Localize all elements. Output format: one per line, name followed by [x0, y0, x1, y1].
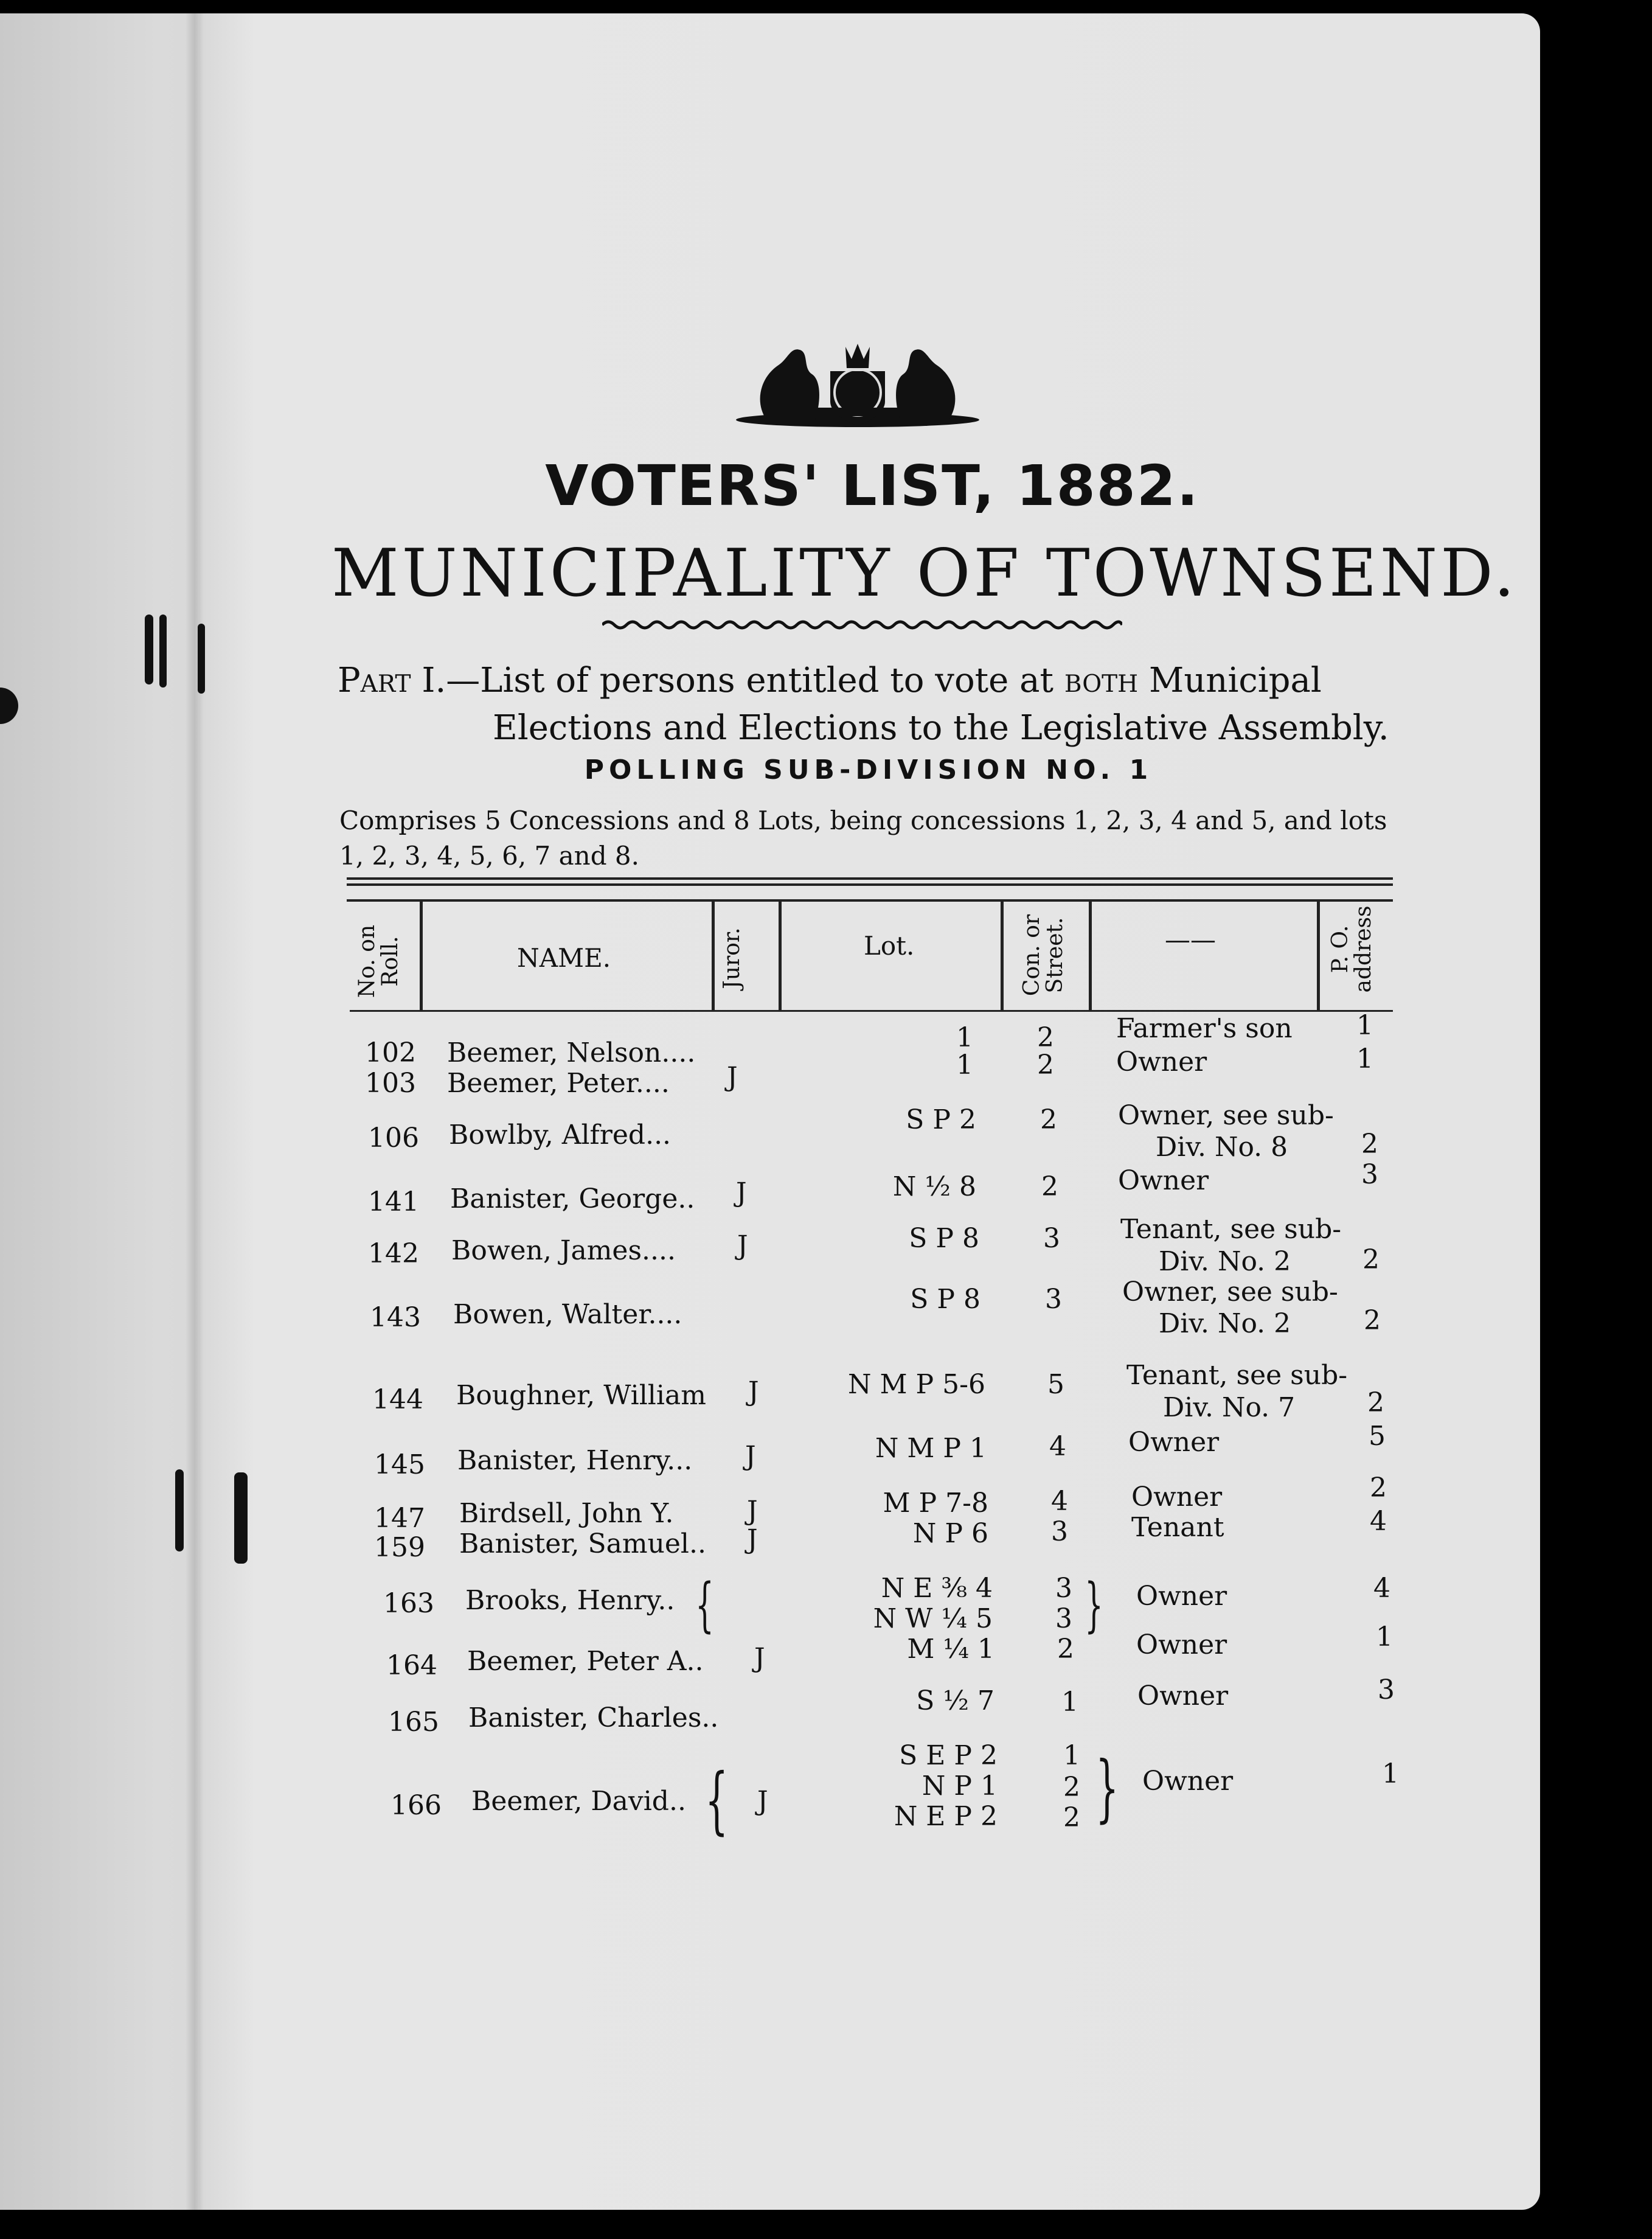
row-status: Owner: [1142, 1766, 1234, 1797]
row-name: Beemer, Peter A..: [467, 1646, 704, 1677]
row-lot: N E ⅜ 4: [881, 1573, 993, 1604]
row-lot: 1: [956, 1022, 973, 1053]
row-roll: 163: [383, 1588, 434, 1619]
row-roll: 165: [388, 1707, 439, 1738]
row-po: 2: [1370, 1472, 1387, 1503]
part-text-end: Municipal: [1149, 661, 1322, 700]
row-brace-close: }: [1095, 1746, 1119, 1831]
row-lot: N P 6: [912, 1518, 988, 1549]
row-juror: J: [754, 1643, 765, 1674]
row-status: Owner: [1136, 1581, 1227, 1612]
row-roll: 103: [365, 1068, 416, 1099]
row-con: 2: [1040, 1104, 1057, 1135]
row-po: 3: [1361, 1159, 1378, 1190]
header-status: ——: [1165, 925, 1216, 955]
row-status: Owner: [1118, 1165, 1209, 1196]
row-lot2: N P 1: [921, 1771, 998, 1802]
row-name: Bowlby, Alfred...: [449, 1120, 672, 1151]
row-status2: Div. No. 7: [1163, 1392, 1296, 1423]
header-roll: No. on Roll.: [355, 924, 403, 998]
header-lot: Lot.: [864, 931, 915, 961]
row-con2: 3: [1055, 1603, 1072, 1634]
row-juror: J: [747, 1524, 758, 1555]
margin-mark: [159, 615, 167, 688]
row-con: 2: [1037, 1022, 1054, 1053]
part-line2: Elections and Elections to the Legislative Assembly.: [493, 708, 1389, 748]
row-juror: J: [737, 1230, 748, 1261]
row-status2: Div. No. 2: [1159, 1308, 1291, 1339]
row-roll: 159: [374, 1532, 425, 1563]
row-name: Birdsell, John Y.: [459, 1498, 674, 1529]
row-name: Banister, George..: [450, 1183, 695, 1214]
row-roll: 141: [368, 1186, 419, 1217]
row-lot: S P 8: [909, 1223, 979, 1254]
comprises-line1: Comprises 5 Concessions and 8 Lots, being concessions 1, 2, 3, 4 and 5, and lots: [339, 806, 1387, 835]
row-po: 1: [1382, 1758, 1399, 1789]
row-con: 2: [1041, 1171, 1058, 1202]
row-status: Owner: [1116, 1046, 1207, 1078]
row-name: Beemer, Peter....: [447, 1068, 670, 1099]
row-roll: 102: [365, 1037, 416, 1068]
row-po: 1: [1356, 1043, 1373, 1074]
row-con: 4: [1051, 1486, 1068, 1517]
row-po: 4: [1373, 1573, 1390, 1604]
row-name: Bowen, Walter....: [453, 1299, 682, 1330]
row-lot: N M P 5-6: [848, 1369, 985, 1400]
column-divider: [1001, 902, 1004, 1011]
row-con: 5: [1047, 1369, 1064, 1400]
row-roll: 143: [370, 1302, 421, 1333]
row-lot: M P 7-8: [883, 1488, 988, 1519]
decorative-divider: [602, 618, 1122, 632]
row-lot: S P 8: [910, 1284, 980, 1315]
row-roll: 166: [390, 1790, 442, 1821]
row-name: Beemer, David..: [471, 1786, 686, 1817]
row-status2: Div. No. 8: [1156, 1132, 1288, 1163]
row-con: 4: [1049, 1431, 1066, 1462]
row-name: Banister, Henry...: [457, 1445, 693, 1476]
row-status2: Div. No. 2: [1159, 1246, 1291, 1277]
margin-mark: [175, 1469, 184, 1551]
row-roll: 144: [372, 1384, 423, 1415]
row-name: Beemer, Nelson....: [447, 1037, 696, 1068]
column-divider: [779, 902, 782, 1011]
row-po: 4: [1370, 1506, 1387, 1537]
row-status: Owner, see sub-: [1122, 1276, 1338, 1308]
polling-subdivision: POLLING SUB-DIVISION NO. 1: [584, 754, 1153, 785]
municipality-title: MUNICIPALITY OF TOWNSEND.: [331, 535, 1518, 611]
row-lot: 1: [956, 1050, 973, 1081]
row-roll: 106: [368, 1123, 419, 1154]
coat-of-arms-icon: [730, 341, 985, 432]
row-brace-close: }: [1085, 1571, 1103, 1639]
row-po: 2: [1364, 1305, 1381, 1336]
row-con: 3: [1043, 1223, 1060, 1254]
comprises-line2: 1, 2, 3, 4, 5, 6, 7 and 8.: [339, 841, 640, 871]
row-status: Owner, see sub-: [1118, 1100, 1334, 1131]
row-roll: 145: [374, 1449, 425, 1480]
column-divider: [1089, 902, 1092, 1011]
row-po: 2: [1361, 1129, 1378, 1160]
table-header-rule: [347, 899, 1393, 902]
row-lot: N ½ 8: [892, 1171, 976, 1202]
row-status: Farmer's son: [1116, 1013, 1293, 1044]
part-description: [338, 657, 1389, 752]
row-con: 2: [1037, 1050, 1054, 1081]
row-lot: S ½ 7: [916, 1685, 994, 1716]
margin-mark: [234, 1472, 248, 1564]
row-status: Owner: [1128, 1427, 1220, 1458]
table-header-bottom-rule: [350, 1010, 1393, 1012]
part-both: both: [1064, 661, 1139, 700]
row-name: Banister, Charles..: [468, 1702, 719, 1733]
row-juror: J: [748, 1376, 759, 1407]
row-po: 3: [1378, 1674, 1395, 1705]
row-po: 2: [1362, 1244, 1380, 1275]
row-juror: J: [736, 1177, 747, 1208]
row-lot: N M P 1: [875, 1433, 987, 1464]
column-divider: [1317, 902, 1320, 1011]
row-con: 3: [1051, 1516, 1068, 1547]
header-po: P. O. address: [1328, 905, 1376, 993]
row-juror: J: [747, 1496, 758, 1527]
row-juror: J: [745, 1441, 756, 1472]
row-status: Tenant, see sub-: [1126, 1360, 1348, 1391]
row-po: 2: [1367, 1387, 1384, 1418]
row-po: 1: [1376, 1621, 1393, 1652]
page-fold: [186, 13, 204, 2210]
row-con: 3: [1045, 1284, 1062, 1315]
row-lot3: N E P 2: [894, 1801, 998, 1832]
row-name: Brooks, Henry..: [465, 1585, 675, 1616]
row-status: Owner: [1136, 1629, 1227, 1660]
margin-mark: [145, 615, 153, 684]
comprises-text: [339, 803, 1387, 874]
column-divider: [420, 902, 423, 1011]
row-name: Boughner, William: [456, 1380, 706, 1411]
row-con: 1: [1061, 1687, 1078, 1718]
row-lot2: N W ¼ 5: [873, 1603, 993, 1634]
header-name: NAME.: [517, 943, 611, 973]
part-label: Part I.: [338, 661, 446, 700]
row-brace: {: [705, 1758, 729, 1843]
header-con: Con. or Street.: [1019, 914, 1067, 997]
row-status: Tenant, see sub-: [1120, 1214, 1342, 1245]
margin-mark: [198, 624, 205, 694]
row-roll: 147: [374, 1503, 425, 1534]
table-top-rule: [347, 883, 1393, 886]
row-po: 5: [1369, 1421, 1386, 1452]
row-roll: 164: [386, 1650, 437, 1681]
row-lot: M ¼ 1: [907, 1634, 994, 1665]
row-con2: 2: [1063, 1772, 1080, 1803]
row-con: 2: [1057, 1634, 1074, 1665]
row-name: Bowen, James....: [451, 1235, 676, 1266]
row-status: Owner: [1137, 1680, 1229, 1711]
row-juror: J: [727, 1062, 738, 1093]
row-roll: 142: [368, 1238, 419, 1269]
page-title: VOTERS' LIST, 1882.: [545, 453, 1199, 518]
row-lot: S P 2: [906, 1104, 976, 1135]
row-juror: J: [757, 1786, 768, 1817]
table-top-rule: [347, 877, 1393, 880]
row-con: 1: [1063, 1740, 1080, 1771]
row-con3: 2: [1063, 1802, 1080, 1833]
row-brace: {: [695, 1571, 714, 1639]
row-po: 1: [1356, 1010, 1373, 1041]
row-name: Banister, Samuel..: [459, 1528, 706, 1559]
header-juror: Juror.: [720, 927, 744, 989]
row-con: 3: [1055, 1573, 1072, 1604]
row-status: Owner: [1131, 1482, 1223, 1513]
column-divider: [712, 902, 715, 1011]
row-lot: S E P 2: [899, 1740, 998, 1771]
row-status: Tenant: [1131, 1512, 1224, 1543]
part-text: —List of persons entitled to vote at: [446, 661, 1053, 700]
